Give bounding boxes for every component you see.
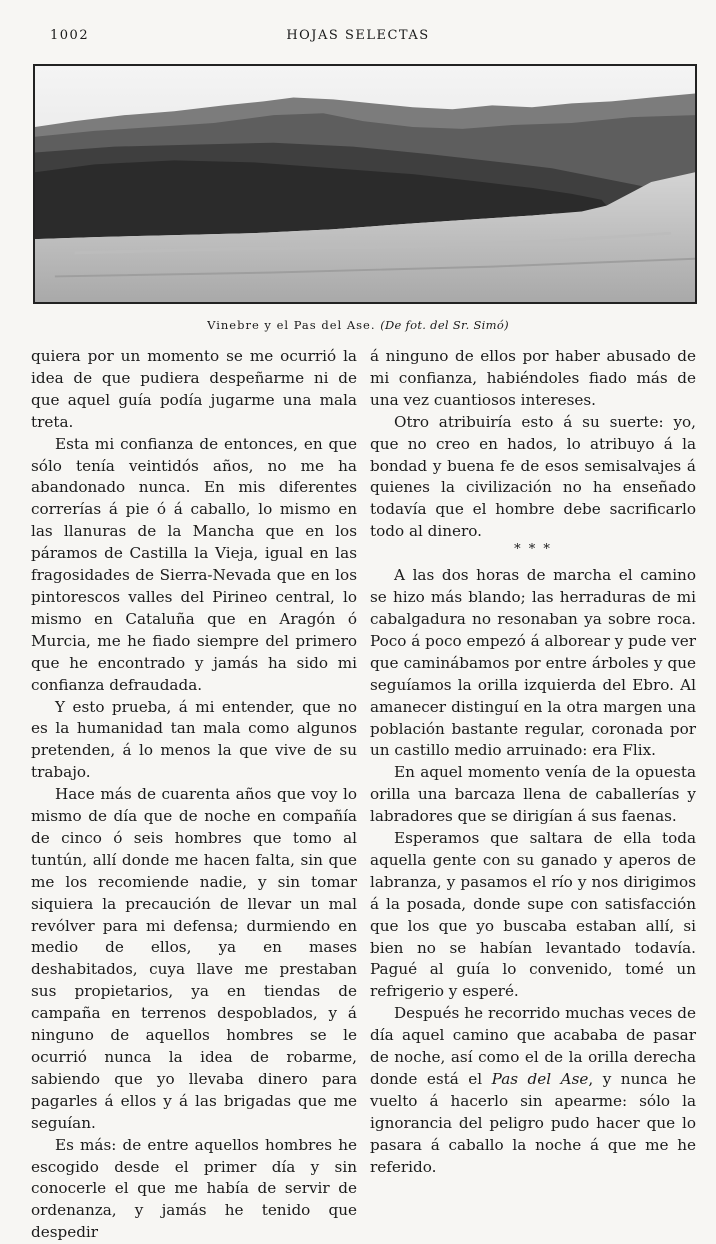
river-landscape-image	[35, 66, 695, 302]
paragraph	[370, 1003, 696, 1178]
page-number: 1002	[50, 28, 90, 43]
place-name: Pas del Ase	[491, 1070, 589, 1088]
paragraph: quiera por un momento se me ocurrió la idea de que pudiera despeñarme ni de que aquel guía podía jugarme una mala treta.	[31, 347, 357, 431]
paragraph: Es más: de entre aquellos hombres he escogido desde el primer día y sin conocerle el que me había de servir de ordenanza, y jamás he tenido que despedir	[31, 1135, 357, 1242]
figure-caption	[0, 318, 716, 332]
running-title: HOJAS SELECTAS	[286, 28, 430, 43]
paragraph: A las dos horas de marcha el camino se hizo más blando; las herraduras de mi cabalgadura no resonaban ya sobre roca. Poco á poco empezó á alborear y pude ver que caminábamos por entre árboles y que seguíamos la orilla izquierda del Ebro. Al amanecer distinguí en la otra margen una población bastante regular, coronada por un castillo medio arruinado: era Flix.	[370, 566, 696, 760]
landscape-photo	[33, 64, 697, 304]
paragraph-text: Después he recorrido muchas veces de día aquel camino que acababa de pasar de noche, así como el de la orilla derecha donde está el	[370, 1004, 696, 1088]
right-column	[370, 346, 696, 1179]
paragraph-text: , y nunca he vuelto á hacerlo sin apearme: sólo la ignorancia del peligro pudo hacer que lo pasara á caballo la noche á que me he referido.	[370, 1070, 696, 1176]
paragraph: Y esto prueba, á mi entender, que no es la humanidad tan mala como algunos pretenden, á lo menos la que vive de su trabajo.	[31, 697, 357, 782]
paragraph: Esperamos que saltara de ella toda aquella gente con su ganado y aperos de labranza, y pasamos el río y nos dirigimos á la posada, donde supe con satisfacción que los que yo buscaba estaban allí, si bien no se habían levantado todavía. Pagué al guía lo convenido, tomé un refrigerio y esperé.	[370, 829, 696, 1001]
paragraph: Hace más de cuarenta años que voy lo mismo de día que de noche en compañía de cinco ó seis hombres que tomo al tuntún, allí donde me hacen falta, sin que me los recomiende nadie, y sin tomar siquiera la precaución de llevar un mal revólver para mi defensa; durmiendo en medio de ellos, ya en mases deshabitados, cuya llave me prestaban sus propietarios, ya en tiendas de campaña en terrenos despoblados, y á ninguno de aquellos hombres se le ocurrió nunca la idea de robarme, sabiendo que yo llevaba dinero para pagarles á ellos y á las brigadas que me seguían.	[31, 785, 357, 1132]
paragraph: Esta mi confianza de entonces, en que sólo tenía veintidós años, no me ha abandonado nunca. En mis diferentes correrías á pie ó á caballo, lo mismo en las llanuras de la Mancha que en los páramos de Castilla la Vieja, igual en las fragosidades de Sierra-Nevada que en los pintorescos valles del Pirineo central, lo mismo en Cataluña que en Aragón ó Murcia, me he fiado siempre del primero que he encontrado y jamás ha sido mi confianza defraudada.	[31, 434, 357, 694]
paragraph: En aquel momento venía de la opuesta orilla una barcaza llena de caballerías y labradores que se dirigían á sus faenas.	[370, 763, 696, 826]
caption-title: Vinebre y el Pas del Ase.	[207, 318, 376, 332]
paragraph: á ninguno de ellos por haber abusado de mi confianza, habiéndoles fiado más de una vez cuantiosos intereses.	[370, 347, 696, 409]
page-header	[36, 28, 680, 48]
paragraph: Otro atribuiría esto á su suerte: yo, que no creo en hados, lo atribuyo á la bondad y buena fe de esos semisalvajes á quienes la civilización no ha enseñado todavía que el hombre debe sacrificarlo todo al dinero.	[370, 412, 696, 541]
left-column	[31, 346, 357, 1244]
caption-credit: (De fot. del Sr. Simó)	[380, 318, 509, 332]
section-break-asterisks: * * *	[514, 542, 552, 558]
section-break	[370, 543, 696, 565]
